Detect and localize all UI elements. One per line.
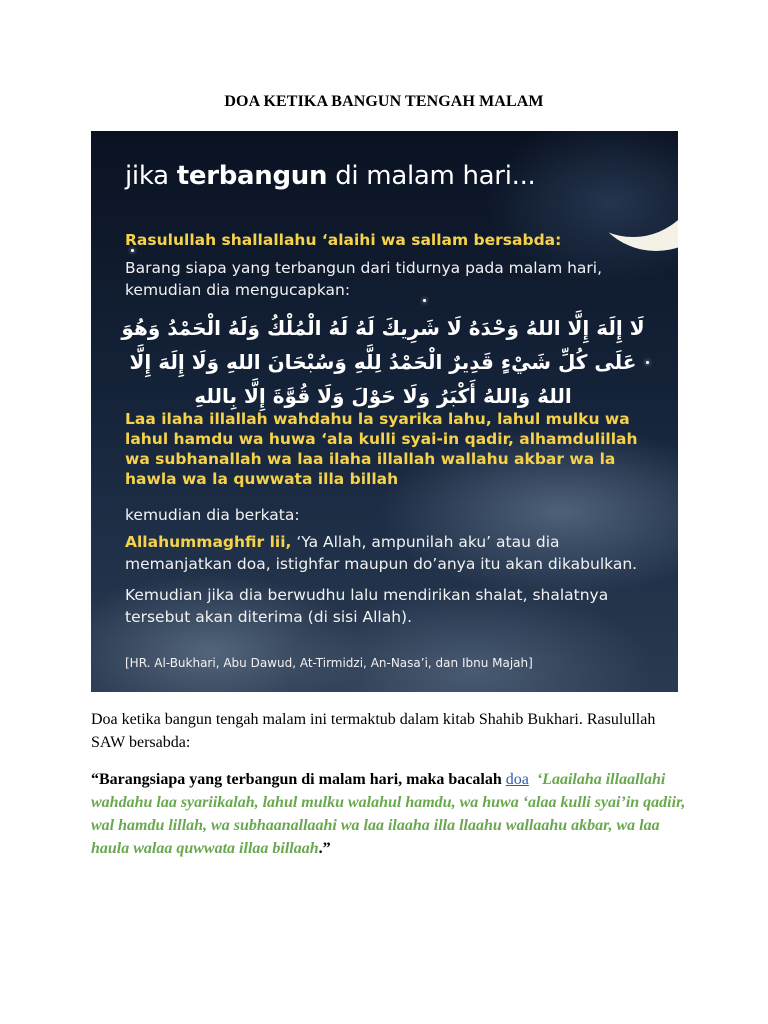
poster-wudhu: Kemudian jika dia berwudhu lalu mendirikan shalat, shalatnya tersebut akan diterima (di sisi Allah). xyxy=(125,586,609,626)
poster-allahumma-rest: ‘Ya Allah, ampunilah aku’ atau dia memanjatkan doa, istighfar maupun do’anya itu akan dikabulkan. xyxy=(125,533,638,573)
doa-link[interactable]: doa xyxy=(505,771,529,788)
quote-close: .” xyxy=(318,840,331,857)
poster-heading-bold: terbangun xyxy=(176,161,328,191)
quote-green-text: ‘Laailaha illaallahi wahdahu laa syariikalah, lahul mulku walahul hamdu, wa huwa ‘alaa kulli syai’in qadiir, wal hamdu lillah, wa subhaanallaahi wa laa ilaaha illa llaahu wallaahu akbar, wa laa haula walaa quwwata illaa billaah xyxy=(91,771,686,857)
star-icon xyxy=(131,249,134,252)
poster-allahumma-bold: Allahummaghfir lii, xyxy=(125,533,292,551)
poster-intro: Barang siapa yang terbangun dari tidurnya pada malam hari, kemudian dia mengucapkan: xyxy=(125,259,603,299)
poster-kemudian: kemudian dia berkata: xyxy=(125,506,300,524)
page-title: DOA KETIKA BANGUN TENGAH MALAM xyxy=(224,93,544,110)
quote-open: “Barangsiapa yang terbangun di malam hari, maka bacalah xyxy=(91,771,506,788)
poster-heading-pre: jika xyxy=(125,161,177,191)
doa-poster-image xyxy=(91,131,678,692)
poster-sabda: Rasulullah shallallahu ‘alaihi wa sallam bersabda: xyxy=(125,231,562,249)
poster-heading xyxy=(125,161,658,191)
poster-heading-post: di malam hari... xyxy=(327,161,536,191)
intro-paragraph: Doa ketika bangun tengah malam ini termaktub dalam kitab Shahib Bukhari. Rasulullah SAW bersabda: xyxy=(91,711,656,751)
poster-allahumma xyxy=(125,531,670,575)
hadith-quote xyxy=(91,768,691,860)
poster-arabic-text: لَا إِلَهَ إِلَّا اللهُ وَحْدَهُ لَا شَرِيكَ لَهُ لَهُ الْمُلْكُ وَلَهُ الْحَمْدُ وَهُوَ عَلَى كُلِّ شَيْءٍ قَدِيرٌ الْحَمْدُ لِلَّهِ وَسُبْحَانَ اللهِ وَلَا إِلَهَ إِلَّا اللهُ وَاللهُ أَكْبَرُ وَلَا حَوْلَ وَلَا قُوَّةَ إِلَّا بِاللهِ xyxy=(121,316,645,408)
poster-latin-text: Laa ilaha illallah wahdahu la syarika lahu, lahul mulku wa lahul hamdu wa huwa ‘ala kulli syai-in qadir, alhamdulillah wa subhanallah wa laa ilaha illallah wallahu akbar wa la hawla wa la quwwata illa billah xyxy=(125,410,638,488)
poster-reference: [HR. Al-Bukhari, Abu Dawud, At-Tirmidzi, An-Nasa’i, dan Ibnu Majah] xyxy=(125,656,533,670)
